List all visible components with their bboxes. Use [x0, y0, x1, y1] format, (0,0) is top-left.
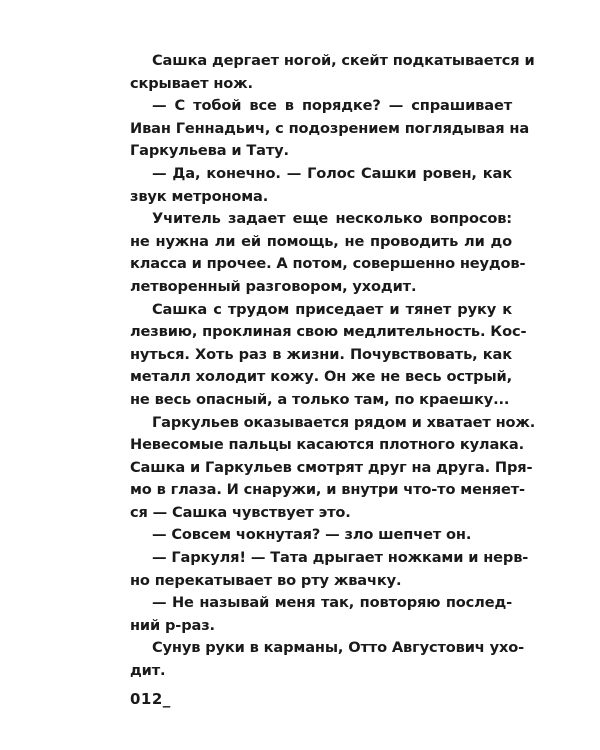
text-line: Сунув руки в карманы, Отто Августович ухо-	[152, 639, 525, 657]
text-line: Гаркульева и Тату.	[130, 142, 289, 160]
text-line: ний р-раз.	[130, 616, 215, 634]
text-line: — Не называй меня так, повторяю послед-	[152, 594, 512, 612]
body-text	[130, 50, 536, 683]
text-line: лезвию, проклиная свою медлительность. Кос-	[130, 323, 527, 341]
text-line: — С тобой все в порядке? — спрашивает	[152, 97, 512, 115]
text-line: скрывает нож.	[130, 74, 253, 92]
text-line: Иван Геннадьич, с подозрением поглядывая на	[130, 119, 530, 137]
text-line: Сашка с трудом приседает и тянет руку к	[152, 300, 512, 318]
text-line: Сашка и Гаркульев смотрят друг на друга. Пря-	[130, 458, 533, 476]
text-line: — Да, конечно. — Голос Сашки ровен, как	[152, 164, 512, 182]
text-line: ся — Сашка чувствует это.	[130, 503, 351, 521]
text-line: Учитель задает еще несколько вопросов:	[152, 210, 512, 228]
page-number: 012_	[130, 690, 171, 708]
text-line: — Совсем чокнутая? — зло шепчет он.	[152, 526, 472, 544]
text-line: дит.	[130, 662, 166, 680]
text-line: звук метронома.	[130, 187, 269, 205]
text-line: Невесомые пальцы касаются плотного кулака.	[130, 436, 525, 454]
text-line: мо в глаза. И снаружи, и внутри что-то меняет-	[130, 481, 525, 499]
text-line: — Гаркуля! — Тата дрыгает ножками и нерв-	[152, 549, 529, 567]
text-line: не нужна ли ей помощь, не проводить ли до	[130, 232, 512, 250]
text-line: класса и прочее. А потом, совершенно неудов-	[130, 255, 526, 273]
text-line: нуться. Хоть раз в жизни. Почувствовать, как	[130, 345, 512, 363]
text-line: летворенный разговором, уходит.	[130, 277, 417, 295]
text-line: металл холодит кожу. Он же не весь острый,	[130, 368, 512, 386]
text-line: Сашка дергает ногой, скейт подкатывается и	[152, 52, 535, 69]
text-line: Гаркульев оказывается рядом и хватает нож.	[152, 413, 536, 431]
text-line: не весь опасный, а только там, по краешку...	[130, 390, 510, 408]
text-line: но перекатывает во рту жвачку.	[130, 571, 402, 589]
